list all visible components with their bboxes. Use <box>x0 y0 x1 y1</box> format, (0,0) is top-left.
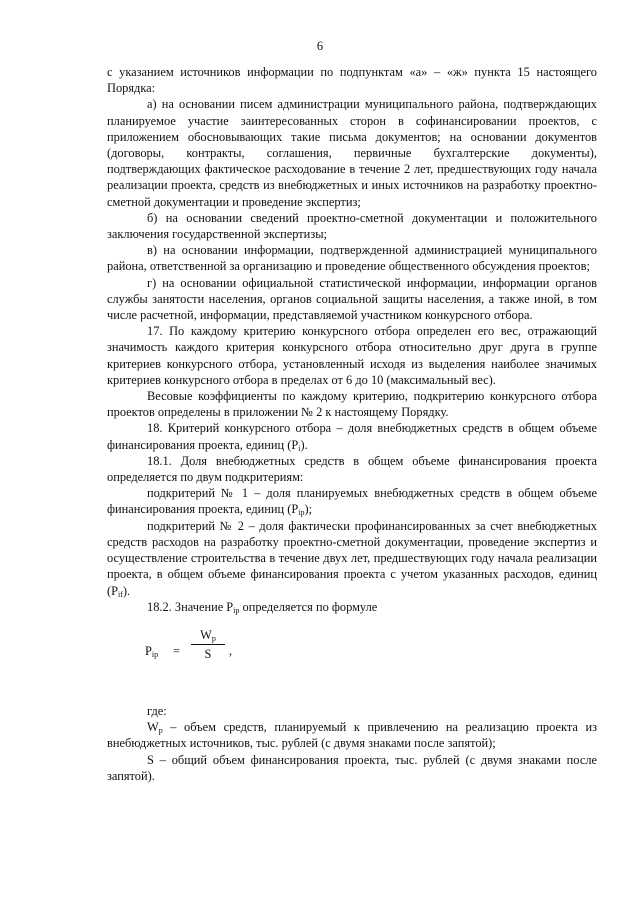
formula-denominator: S <box>204 647 212 662</box>
paragraph-text: 18. Критерий конкурсного отбора – доля внебюджетных средств в общем объеме финансирования проекта, единиц (P <box>107 421 597 452</box>
paragraph: в) на основании информации, подтвержденной администрацией муниципального района, ответственной за организацию и проведение общественного обсуждения проектов; <box>107 243 597 274</box>
paragraph: 18.1. Доля внебюджетных средств в общем объеме финансирования проекта определяется по двум подкритериям: <box>107 453 597 485</box>
paragraph-text: определяется по формуле <box>239 599 378 614</box>
paragraph <box>107 518 597 599</box>
paragraph <box>107 485 597 517</box>
paragraph: б) на основании сведений проектно-сметной документации и положительного заключения государственной экспертизы; <box>107 210 597 242</box>
paragraph-text: подкритерий № 1 – доля планируемых внебюджетных средств в общем объеме финансирования проекта, единиц (P <box>107 486 597 517</box>
paragraph: с указанием источников информации по подпунктам «а» – «ж» пункта 15 настоящего Порядка: <box>107 65 597 96</box>
formula-numerator <box>191 627 225 645</box>
formula-fraction <box>191 627 225 662</box>
paragraph-text: ). <box>300 437 308 452</box>
subscript: ip <box>298 508 305 518</box>
subscript: i <box>298 443 301 453</box>
paragraph-text: 18.2. Значение P <box>147 599 234 614</box>
paragraph: S – общий объем финансирования проекта, тыс. рублей (с двумя знаками после запятой). <box>107 752 597 783</box>
paragraph-text: – объем средств, планируемый к привлечению на реализацию проекта из внебюджетных источников, тыс. рублей (с двумя знаками после запятой); <box>107 720 597 751</box>
paragraph: г) на основании официальной статистической информации, информации органов службы занятости населения, органов социальной защиты населения, а также иной, в том числе расчетной, информации, представляемой участником конкурсного отбора. <box>107 275 597 323</box>
paragraph-text: ). <box>122 583 131 598</box>
paragraph <box>107 719 597 751</box>
formula-symbol: P <box>145 643 152 658</box>
subscript: p <box>211 633 216 643</box>
paragraph <box>107 599 597 615</box>
paragraph-where: где: <box>147 703 167 718</box>
formula-symbol: W <box>200 627 212 642</box>
paragraph: а) на основании писем администрации муниципального района, подтверждающих планируемое участие заинтересованных сторон в софинансировании проектов, с приложением обосновывающих такие письма документов; на основании документов (договоры, контракты, соглашения, первичные бухгалтерские документы), подтверждающих фактическое расходование в течение 2 лет, предшествующих году начала реализации проекта, средств из внебюджетных и иных источников на разработку проектно-сметной документации и проведение экспертиз; <box>107 97 597 209</box>
document-body <box>107 64 597 784</box>
subscript: if <box>118 589 123 599</box>
formula-comma: , <box>229 643 233 658</box>
paragraph-text: подкритерий № 2 – доля фактически профинансированных за счет внебюджетных средств расходов на разработку проектно-сметной документации, проведение экспертиз и осуществление строительства в течение двух лет, предшествующих году начала реализации проекта, в общем объеме финансирования проекта с учетом указанных расходов, единиц (P <box>107 518 597 598</box>
paragraph <box>107 420 597 452</box>
paragraph: 17. По каждому критерию конкурсного отбора определен его вес, отражающий значимость каждого критерия конкурсного отбора относительно друг друга в группе критериев конкурсного отбора, установленный исходя из выделения наиболее значимых критериев конкурсного отбора в пределах от 6 до 10 (максимальный вес). <box>107 324 597 387</box>
subscript: p <box>158 726 163 736</box>
paragraph-text: ); <box>304 502 313 517</box>
formula <box>107 615 597 685</box>
paragraph: Весовые коэффициенты по каждому критерию, подкритерию конкурсного отбора проектов определены в приложении № 2 к настоящему Порядку. <box>107 389 597 420</box>
paragraph-symbol: W <box>147 720 159 735</box>
page-number: 6 <box>316 39 324 53</box>
formula-lhs <box>145 643 158 659</box>
subscript: ip <box>151 649 159 659</box>
subscript: ip <box>233 605 240 615</box>
formula-equals: = <box>173 643 180 658</box>
